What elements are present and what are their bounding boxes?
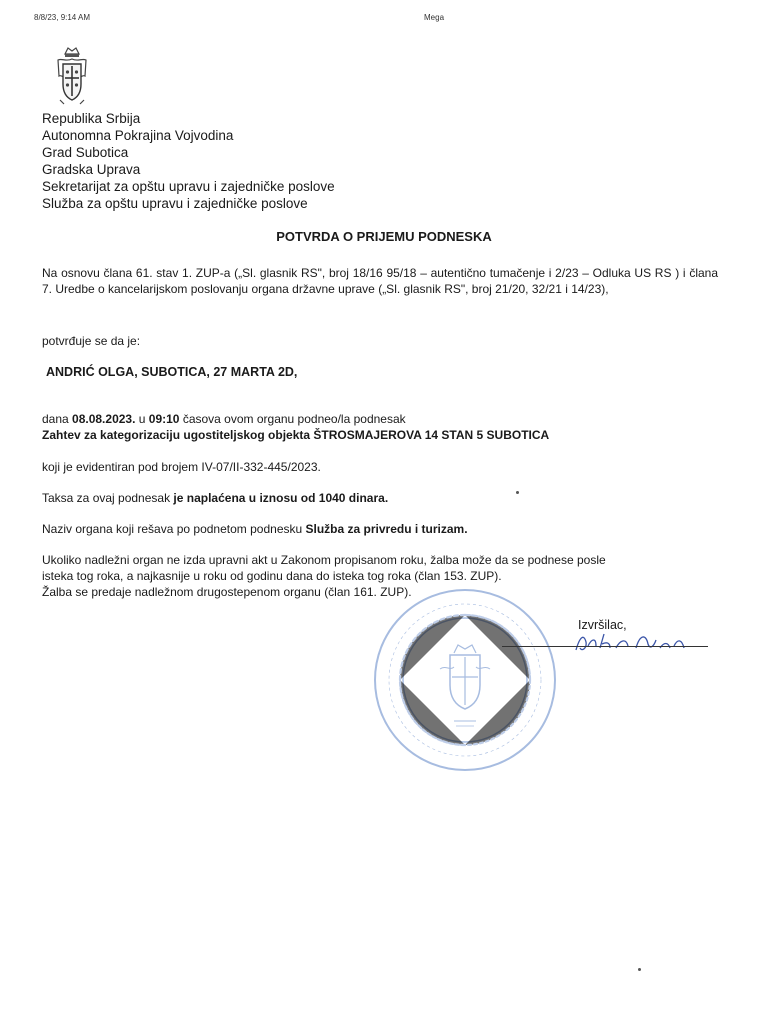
signature-line xyxy=(502,646,708,647)
authority-line: Grad Subotica xyxy=(42,145,129,160)
confirmation-intro: potvrđuje se da je: xyxy=(42,334,141,348)
document-title: POTVRDA O PRIJEMU PODNESKA xyxy=(276,229,492,244)
deciding-authority-line xyxy=(42,522,468,536)
deciding-authority-name: Služba za privredu i turizam. xyxy=(305,522,468,536)
print-header-title: Mega xyxy=(424,13,445,22)
authority-line: Autonomna Pokrajina Vojvodina xyxy=(42,128,234,143)
scan-speck xyxy=(638,968,641,971)
submission-subject: Zahtev za kategorizaciju ugostiteljskog objekta ŠTROSMAJEROVA 14 STAN 5 SUBOTICA xyxy=(42,428,550,442)
authority-line: Gradska Uprava xyxy=(42,162,141,177)
legal-basis: Na osnovu člana 61. stav 1. ZUP-a („Sl. glasnik RS", broj 18/16 95/18 – autentično tumačenje i 2/23 – Odluka US RS ) i člana 7. Uredbe o kancelarijskom poslovanju organa državne uprave („Sl. glasnik RS", broj 21/20, 32/21 i 14/23), xyxy=(42,266,718,296)
authority-line: Sekretarijat za opštu upravu i zajedničke poslove xyxy=(42,179,335,194)
print-datetime: 8/8/23, 9:14 AM xyxy=(34,13,91,22)
fee-prefix: Taksa za ovaj podnesak xyxy=(42,491,174,505)
submission-prefix: dana xyxy=(42,412,73,426)
handwritten-signature xyxy=(570,628,710,658)
appeal-line: isteka tog roka, a najkasnije u roku od godinu dana do isteka tog roka (član 153. ZUP). xyxy=(42,569,502,583)
appeal-line: Žalba se predaje nadležnom drugostepenom organu (član 161. ZUP). xyxy=(42,585,412,599)
submission-date: 08.08.2023. xyxy=(72,412,136,426)
fee-line xyxy=(42,491,388,505)
serbia-coat-of-arms-icon xyxy=(54,44,90,108)
submission-time: 09:10 xyxy=(148,412,180,426)
submission-suffix: časova ovom organu podneo/la podnesak xyxy=(179,412,406,426)
submission-line xyxy=(42,412,406,426)
applicant-name: ANDRIĆ OLGA, SUBOTICA, 27 MARTA 2D, xyxy=(46,365,298,379)
scan-speck xyxy=(516,491,519,494)
official-round-stamp-icon xyxy=(370,585,560,775)
registration-number: koji je evidentiran pod brojem IV-07/II-332-445/2023. xyxy=(42,460,321,474)
submission-mid: u xyxy=(135,412,149,426)
authority-line: Služba za opštu upravu i zajedničke poslove xyxy=(42,196,308,211)
signer-label: Izvršilac, xyxy=(578,618,627,632)
fee-amount: je naplaćena u iznosu od 1040 dinara. xyxy=(173,491,389,505)
issuing-authority xyxy=(42,110,335,212)
appeal-line: Ukoliko nadležni organ ne izda upravni akt u Zakonom propisanom roku, žalba može da se podnese posle xyxy=(42,553,606,567)
authority-line: Republika Srbija xyxy=(42,111,141,126)
deciding-authority-prefix: Naziv organa koji rešava po podnetom podnesku xyxy=(42,522,306,536)
